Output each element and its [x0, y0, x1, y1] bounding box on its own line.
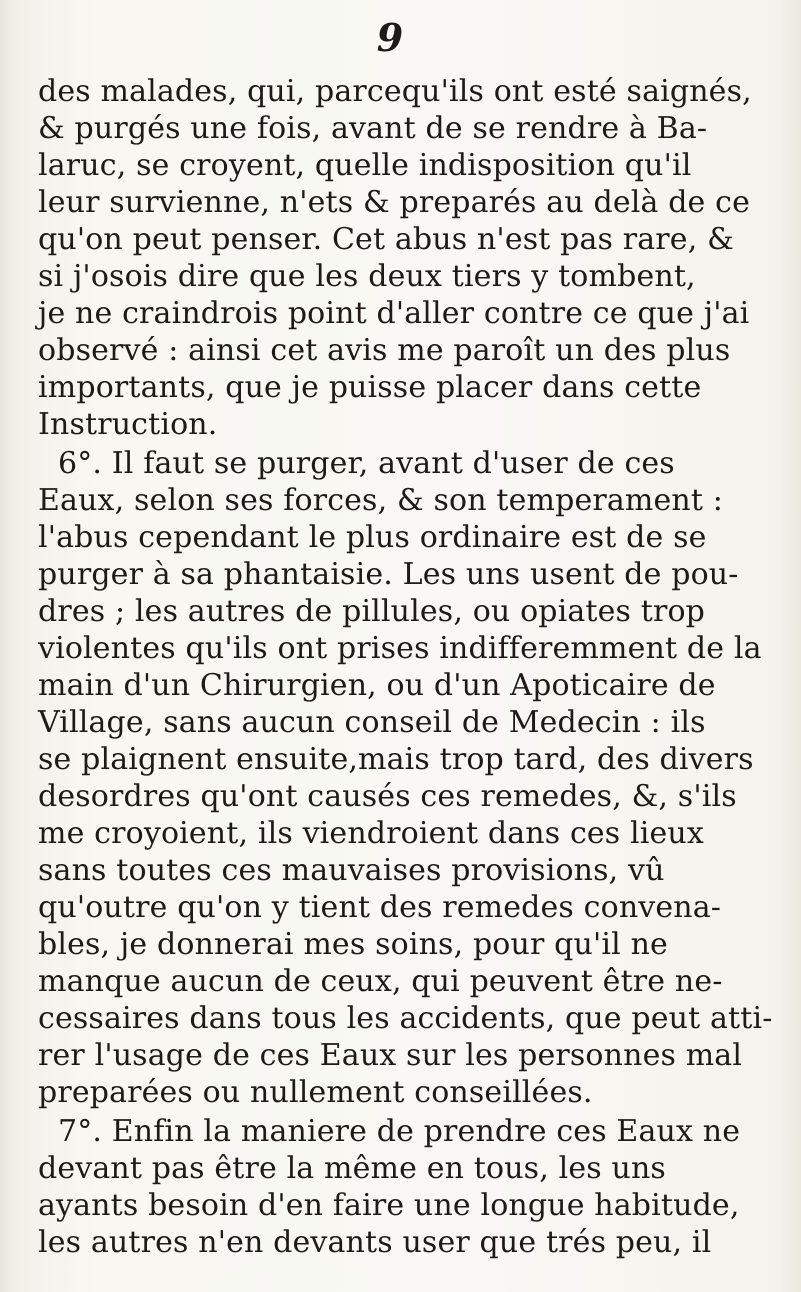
text-line: leur survienne, n'ets & preparés au delà de ce [38, 185, 751, 220]
text-line: 7°. Enfin la maniere de prendre ces Eaux ne [58, 1114, 741, 1149]
text-line: violentes qu'ils ont prises indifferemment de la [38, 631, 762, 666]
text-line: laruc, se croyent, quelle indisposition qu'il [38, 148, 692, 183]
text-line: les autres n'en devants user que trés peu, il [38, 1225, 712, 1260]
text-line: devant pas être la même en tous, les uns [38, 1151, 666, 1186]
text-line: des malades, qui, parcequ'ils ont esté saignés, [38, 74, 752, 109]
text-line: & purgés une fois, avant de se rendre à Ba- [38, 111, 708, 146]
text-line: importants, que je puisse placer dans cette [38, 370, 702, 405]
text-line: manque aucun de ceux, qui peuvent être ne- [38, 964, 723, 999]
text-line: qu'outre qu'on y tient des remedes convena- [38, 890, 722, 925]
text-line: Eaux, selon ses forces, & son temperament : [38, 483, 724, 518]
text-line: desordres qu'ont causés ces remedes, &, s'ils [38, 779, 737, 814]
text-line: cessaires dans tous les accidents, que peut atti- [38, 1001, 773, 1036]
text-line: je ne craindrois point d'aller contre ce que j'ai [38, 296, 750, 331]
text-line: si j'osois dire que les deux tiers y tombent, [38, 259, 696, 294]
body-text [38, 70, 780, 1282]
text-line: purger à sa phantaisie. Les uns usent de pou- [38, 557, 739, 592]
text-line: bles, je donnerai mes soins, pour qu'il ne [38, 927, 668, 962]
page-left-shadow [0, 0, 18, 1292]
text-line: 6°. Il faut se purger, avant d'user de ces [58, 446, 675, 481]
text-line: rer l'usage de ces Eaux sur les personnes mal [38, 1038, 743, 1073]
text-line: sans toutes ces mauvaises provisions, vû [38, 853, 665, 888]
text-line: main d'un Chirurgien, ou d'un Apoticaire de [38, 668, 716, 703]
text-line: qu'on peut penser. Cet abus n'est pas rare, & [38, 222, 734, 257]
text-line: Village, sans aucun conseil de Medecin : ils [38, 705, 706, 740]
text-line: preparées ou nullement conseillées. [38, 1075, 593, 1110]
page-number: 9 [376, 15, 404, 60]
text-line: dres ; les autres de pillules, ou opiates trop [38, 594, 706, 629]
text-line: observé : ainsi cet avis me paroît un des plus [38, 333, 731, 368]
text-line: l'abus cependant le plus ordinaire est de se [38, 520, 707, 555]
page-right-shadow [779, 0, 801, 1292]
text-line: se plaignent ensuite,mais trop tard, des divers [38, 742, 754, 777]
text-line: ayants besoin d'en faire une longue habitude, [38, 1188, 740, 1223]
text-line: Instruction. [38, 407, 218, 442]
text-line: me croyoient, ils viendroient dans ces lieux [38, 816, 704, 851]
